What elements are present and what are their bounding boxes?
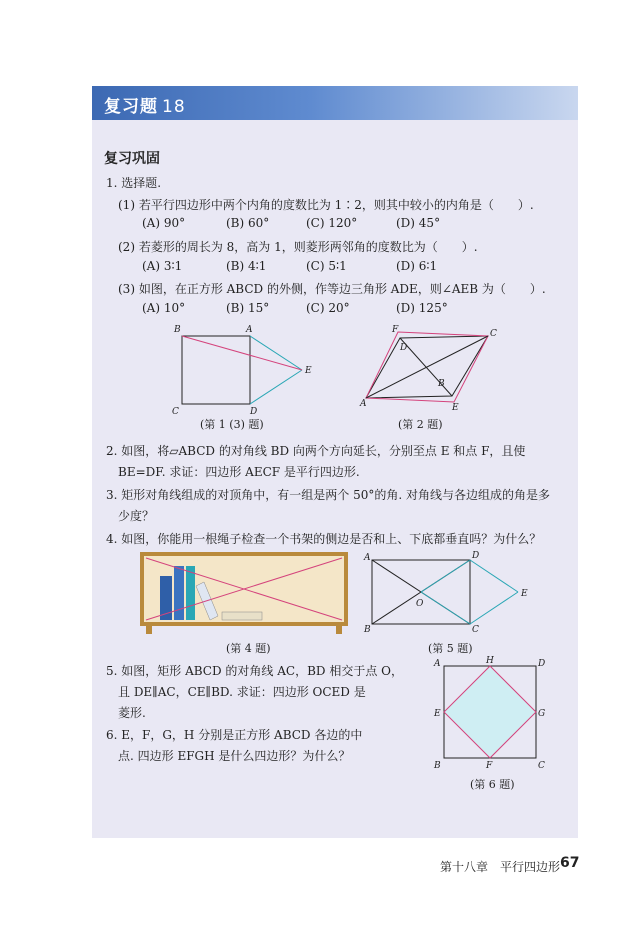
figure-q1-3	[170, 322, 320, 422]
header-bar	[92, 86, 578, 120]
label-a: A	[434, 659, 441, 669]
q1-part1-option-d: (D) 45°	[396, 216, 441, 230]
header-title: 复习题 18	[104, 97, 186, 117]
label-f: F	[486, 761, 493, 771]
label-b: B	[364, 625, 371, 635]
q2-line2: BE=DF. 求证：四边形 AECF 是平行四边形.	[118, 465, 360, 479]
label-f: F	[392, 325, 399, 335]
shelf-leg-right	[336, 626, 342, 634]
segment-ae	[250, 336, 302, 370]
caption-fig5: (第 5 题)	[428, 642, 473, 655]
book-3	[186, 566, 195, 620]
q1-part2-option-a: (A) 3∶1	[142, 259, 183, 273]
section-title: 复习巩固	[104, 151, 160, 167]
q5-line2: 且 DE∥AC，CE∥BD. 求证：四边形 OCED 是	[118, 685, 366, 699]
q1-part1-option-b: (B) 60°	[226, 216, 270, 230]
label-d: D	[472, 551, 480, 561]
q1-part1-option-a: (A) 90°	[142, 216, 186, 230]
segment-de	[250, 370, 302, 404]
q1-part2-option-c: (C) 5∶1	[306, 259, 347, 273]
q1-part2-option-b: (B) 4∶1	[226, 259, 267, 273]
q6-line1: 6. E，F，G，H 分别是正方形 ABCD 各边的中	[106, 728, 363, 742]
caption-fig2: (第 2 题)	[398, 418, 443, 431]
label-d: D	[250, 407, 258, 417]
square-abcd	[182, 336, 250, 404]
q1-part3-option-a: (A) 10°	[142, 301, 186, 315]
label-g: G	[538, 709, 546, 719]
q1-part1: (1) 若平行四边形中两个内角的度数比为 1∶2，则其中较小的内角是（ ）.	[118, 198, 534, 212]
q1-part1-option-c: (C) 120°	[306, 216, 358, 230]
label-d: D	[400, 343, 408, 353]
label-a: A	[364, 553, 371, 563]
segment-be	[182, 336, 302, 370]
q1-part2-option-d: (D) 6∶1	[396, 259, 438, 273]
q1-part3-option-d: (D) 125°	[396, 301, 448, 315]
q3-line2: 少度？	[118, 509, 155, 523]
figure-q5	[360, 552, 530, 638]
q1-stem: 1. 选择题.	[106, 176, 162, 190]
caption-fig4: (第 4 题)	[226, 642, 271, 655]
book-2	[174, 566, 184, 620]
figure-q2	[360, 324, 500, 413]
label-b: B	[174, 325, 181, 335]
label-e: E	[434, 709, 441, 719]
label-c: C	[172, 407, 179, 417]
label-e: E	[521, 589, 528, 599]
q1-part3-option-c: (C) 20°	[306, 301, 350, 315]
label-b: B	[434, 761, 441, 771]
q3-line1: 3. 矩形对角线组成的对顶角中，有一组是两个 50°的角. 对角线与各边组成的角是多	[106, 488, 550, 502]
label-b: B	[438, 379, 445, 389]
page-number: 67	[560, 855, 580, 871]
segment-ce	[470, 592, 518, 624]
label-h: H	[486, 656, 494, 666]
label-d: D	[538, 659, 546, 669]
label-a: A	[360, 399, 367, 409]
q4-line1: 4. 如图，你能用一根绳子检查一个书架的侧边是否和上、下底都垂直吗？为什么？	[106, 532, 542, 546]
label-c: C	[538, 761, 545, 771]
q6-line2: 点. 四边形 EFGH 是什么四边形？为什么？	[118, 749, 351, 763]
q1-part2: (2) 若菱形的周长为 8，高为 1，则菱形两邻角的度数比为（ ）.	[118, 240, 478, 254]
segment-de	[470, 560, 518, 592]
segment-oc	[421, 592, 470, 624]
q1-part3-option-b: (B) 15°	[226, 301, 270, 315]
q5-line3: 菱形.	[118, 706, 146, 720]
shelf-leg-left	[146, 626, 152, 634]
label-e: E	[305, 366, 312, 376]
q1-part3: (3) 如图，在正方形 ABCD 的外侧，作等边三角形 ADE，则∠AEB 为（ ）.	[118, 282, 546, 296]
q5-line1: 5. 如图，矩形 ABCD 的对角线 AC，BD 相交于点 O，	[106, 664, 403, 678]
quad-efgh	[444, 666, 536, 758]
segment-od	[421, 560, 470, 592]
label-o: O	[416, 599, 424, 609]
label-e: E	[452, 403, 459, 413]
figure-q6	[430, 656, 550, 774]
footer-chapter: 第十八章 平行四边形	[440, 860, 561, 874]
header-number: 18	[162, 97, 186, 117]
book-lying	[222, 612, 262, 620]
label-a: A	[246, 325, 253, 335]
figure-q4-bookshelf	[140, 552, 350, 638]
caption-fig6: (第 6 题)	[470, 778, 515, 791]
label-c: C	[472, 625, 479, 635]
q2-line1: 2. 如图，将▱ABCD 的对角线 BD 向两个方向延长，分别至点 E 和点 F，且使	[106, 444, 526, 458]
label-c: C	[490, 329, 497, 339]
caption-fig1-3: (第 1 (3) 题)	[200, 418, 264, 431]
